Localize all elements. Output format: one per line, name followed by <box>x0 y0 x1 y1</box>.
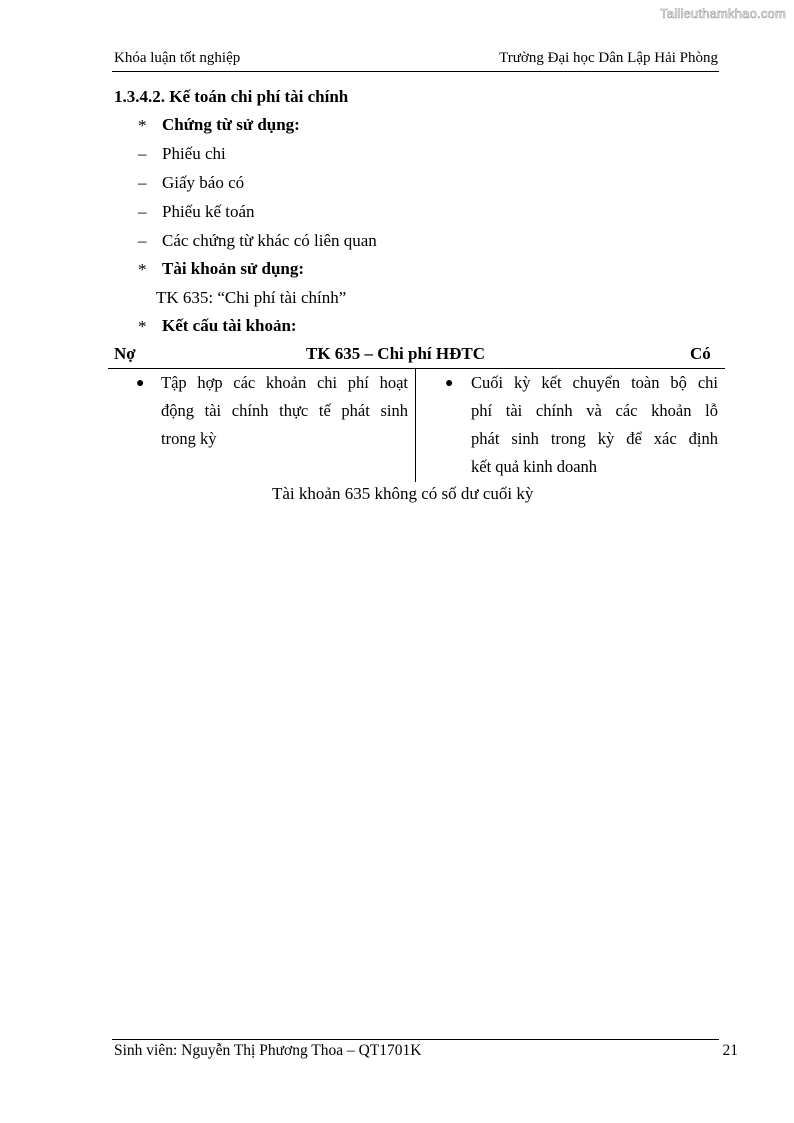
bullet-icon: ● <box>136 376 145 391</box>
credit-line: Cuối kỳ kết chuyển toàn bộ chi <box>471 373 718 392</box>
accounts-heading: Tài khoản sử dụng: <box>162 259 305 278</box>
t-account-title: TK 635 – Chi phí HĐTC <box>306 344 486 363</box>
section-title: 1.3.4.2. Kế toán chi phí tài chính <box>114 87 349 106</box>
page-number: 21 <box>722 1042 738 1059</box>
list-item: Các chứng từ khác có liên quan <box>162 231 377 250</box>
list-dash-icon: – <box>138 144 147 163</box>
documents-marker: * <box>138 116 147 135</box>
list-dash-icon: – <box>138 202 147 221</box>
bullet-icon: ● <box>445 376 454 391</box>
structure-marker: * <box>138 317 147 336</box>
accounts-text: TK 635: “Chi phí tài chính” <box>156 288 347 307</box>
debit-entry <box>161 369 408 453</box>
footer-student: Sinh viên: Nguyễn Thị Phương Thoa – QT1701K <box>114 1042 422 1059</box>
structure-heading: Kết cấu tài khoản: <box>162 316 297 335</box>
t-account-vertical-rule <box>415 368 416 482</box>
header-left: Khóa luận tốt nghiệp <box>114 50 241 66</box>
list-dash-icon: – <box>138 231 147 250</box>
credit-line: kết quả kinh doanh <box>471 457 598 476</box>
credit-entry <box>471 369 718 481</box>
debit-label: Nợ <box>114 344 136 363</box>
list-item: Phiếu kế toán <box>162 202 255 221</box>
credit-label: Có <box>690 344 711 363</box>
debit-line: động tài chính thực tế phát sinh <box>161 401 408 420</box>
header-rule <box>112 71 719 72</box>
list-item: Phiếu chi <box>162 144 226 163</box>
documents-heading: Chứng từ sử dụng: <box>162 115 300 134</box>
list-item: Giấy báo có <box>162 173 245 192</box>
debit-line: Tập hợp các khoản chi phí hoạt <box>161 373 408 392</box>
accounts-marker: * <box>138 260 147 279</box>
debit-line: trong kỳ <box>161 429 217 448</box>
header-right: Trường Đại học Dân Lập Hải Phòng <box>499 50 718 66</box>
credit-line: phát sinh trong kỳ để xác định <box>471 429 718 448</box>
watermark-text: Tailieuthamkhao.com <box>660 6 786 21</box>
balance-note: Tài khoản 635 không có số dư cuối kỳ <box>272 484 534 503</box>
footer-rule <box>112 1039 719 1040</box>
list-dash-icon: – <box>138 173 147 192</box>
credit-line: phí tài chính và các khoản lỗ <box>471 401 718 420</box>
